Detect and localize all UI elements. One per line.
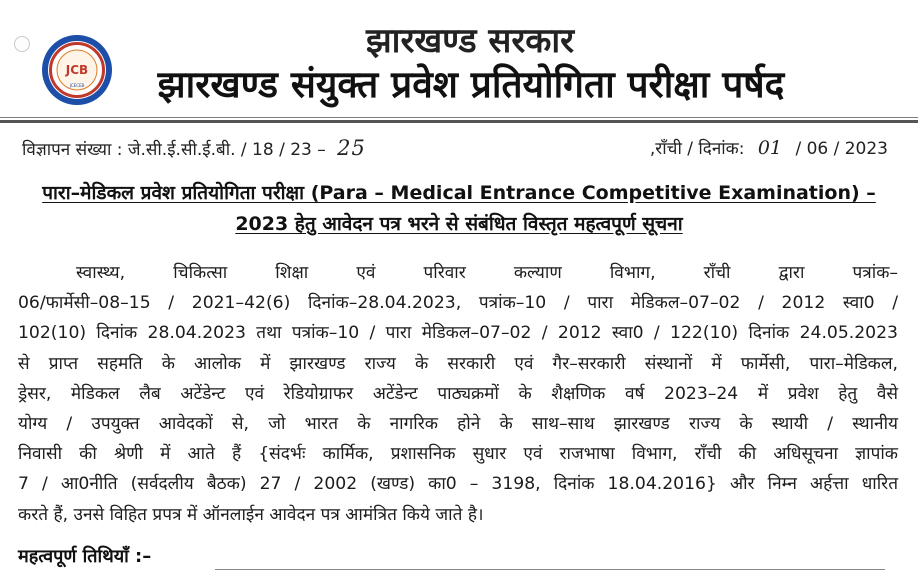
government-title: झारखण्ड सरकार: [365, 21, 575, 61]
place-date: [650, 137, 888, 160]
header-divider-thin: [0, 117, 918, 118]
svg-text:JCB: JCB: [65, 63, 89, 77]
jceceb-logo: [40, 33, 114, 107]
board-title: झारखण्ड संयुक्त प्रवेश प्रतियोगिता परीक्षा पर्षद: [157, 63, 785, 106]
notice-heading-line-2: 2023 हेतु आवेदन पत्र भरने से संबंधित विस्तृत महत्वपूर्ण सूचना: [235, 213, 683, 235]
advertisement-number: [22, 137, 366, 161]
header-divider-thick: [0, 120, 918, 123]
important-dates-heading: महत्वपूर्ण तिथियाँ :–: [18, 546, 152, 567]
paragraph-line: से प्राप्त सहमति के आलोक में झारखण्ड राज्य के सरकारी एवं गैर–सरकारी संस्थानों में फार्मेसी, पारा–मेडिकल,: [18, 353, 898, 374]
advertisement-label: विज्ञापन संख्या : जे.सी.ई.सी.ई.बी. / 18 / 23 –: [22, 140, 326, 160]
paragraph-line: निवासी की श्रेणी में आते हैं {संदर्भः कार्मिक, प्रशासनिक सुधार एवं राजभाषा विभाग, राँची की अधिसूचना ज्ञापांक: [18, 444, 898, 465]
notice-body-paragraph: [18, 258, 898, 530]
paragraph-line: स्वास्थ्य, चिकित्सा शिक्षा एवं परिवार कल्याण विभाग, राँची द्वारा पत्रांक–: [76, 263, 898, 283]
date-prefix: ,राँची / दिनांक:: [649, 139, 745, 159]
notice-heading-line-1: पारा–मेडिकल प्रवेश प्रतियोगिता परीक्षा (Para – Medical Entrance Competitive Examination) –: [42, 182, 876, 204]
advertisement-number-handwritten: 25: [337, 136, 366, 160]
svg-text:JCECEB: JCECEB: [69, 83, 85, 88]
date-month-year: / 06 / 2023: [795, 139, 888, 159]
paragraph-line: योग्य / उपयुक्त आवेदकों से, जो भारत के नागरिक होने के साथ–साथ झारखण्ड राज्य के स्थायी / स्थानीय: [18, 414, 898, 435]
paragraph-line: 102(10) दिनांक 28.04.2023 तथा पत्रांक–10 / पारा मेडिकल–07–02 / 2012 स्वा0 / 122(10) दिनांक 24.05.2023: [18, 323, 898, 344]
punch-hole: [14, 36, 30, 52]
bottom-divider: [215, 569, 885, 570]
paragraph-line: करते हैं, उनसे विहित प्रपत्र में ऑनलाईन आवेदन पत्र आमंत्रित किये जाते है।: [18, 504, 484, 525]
date-day-handwritten: 01: [757, 137, 783, 159]
paragraph-line: 06/फार्मेसी–08–15 / 2021–42(6) दिनांक–28.04.2023, पत्रांक–10 / पारा मेडिकल–07–02 / 2012 स्वा0 /: [18, 293, 898, 314]
paragraph-line: ड्रेसर, मेडिकल लैब अटेंडेन्ट एवं रेडियोग्राफर अटेंडेन्ट पाठ्यक्रमों के शैक्षणिक वर्ष 2023–24 में प्रवेश हेतु वैसे: [18, 383, 898, 404]
paragraph-line: 7 / आ0नीति (सर्वदलीय बैठक) 27 / 2002 (खण्ड) का0 – 3198, दिनांक 18.04.2016} और निम्न अर्हत्ता धारित: [18, 474, 898, 495]
